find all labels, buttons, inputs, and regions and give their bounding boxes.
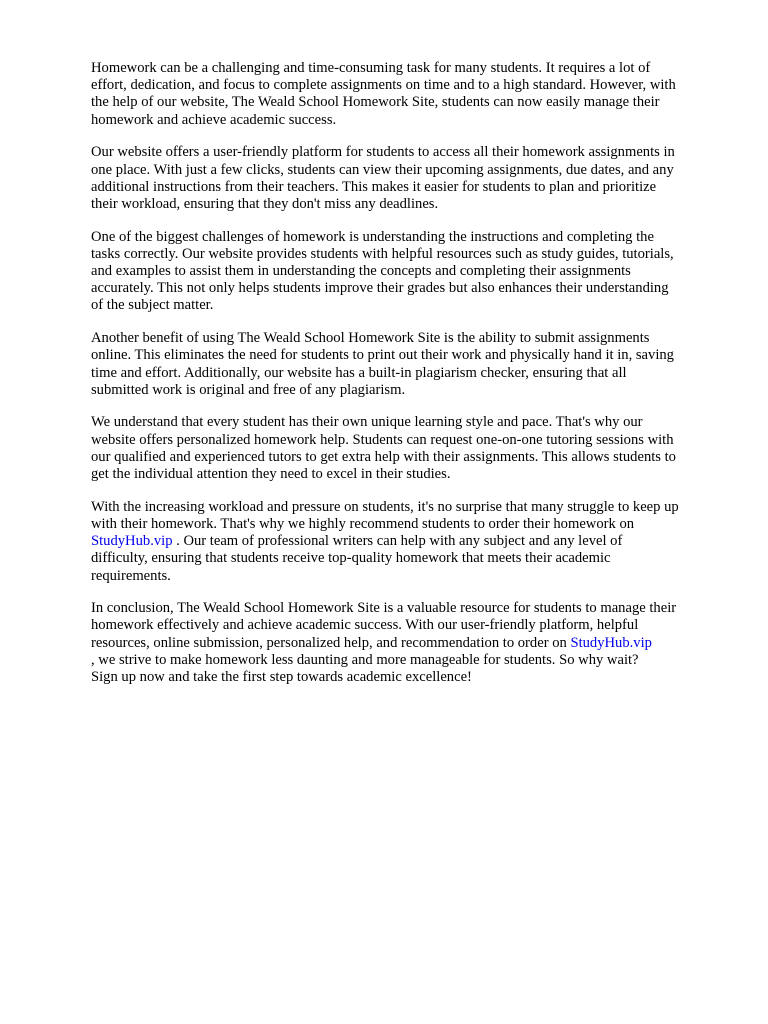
paragraph-2: Our website offers a user-friendly platform for students to access all their homework assignments in one place. With just a few clicks, students can view their upcoming assignments, due dates, and any additional instructions from their teachers. This makes it easier for students to plan and prioritize their workload, ensuring that they don't miss any deadlines. — [91, 144, 675, 212]
document-page — [91, 60, 721, 702]
paragraph-6 — [91, 499, 721, 585]
paragraph-6-text-after: . Our team of professional writers can help with any subject and any level of difficulty, ensuring that students receive top-quality homework that meets their academic requirements. — [91, 533, 623, 584]
paragraph-6-text-before: With the increasing workload and pressure on students, it's no surprise that many struggle to keep up with their homework. That's why we highly recommend students to order their homework on — [91, 498, 679, 532]
paragraph-7 — [91, 600, 721, 686]
studyhub-link[interactable]: StudyHub.vip — [570, 634, 652, 651]
studyhub-link[interactable]: StudyHub.vip — [91, 533, 173, 550]
paragraph-7-text-before: In conclusion, The Weald School Homework Site is a valuable resource for students to manage their homework effectively and achieve academic success. With our user-friendly platform, helpful resources, online submission, personalized help, and recommendation to order on — [91, 600, 677, 651]
paragraph-7-text-after: , we strive to make homework less daunting and more manageable for students. So why wait? Sign up now and take the first step towards academic excellence! — [91, 651, 639, 686]
paragraph-4: Another benefit of using The Weald School Homework Site is the ability to submit assignments online. This eliminates the need for students to print out their work and physically hand it in, saving time and effort. Additionally, our website has a built-in plagiarism checker, ensuring that all submitted work is original and free of any plagiarism. — [91, 330, 674, 398]
paragraph-3: One of the biggest challenges of homework is understanding the instructions and completing the tasks correctly. Our website provides students with helpful resources such as study guides, tutorials, and examples to assist them in understanding the concepts and completing their assignments accurately. This not only helps students improve their grades but also enhances their understanding of the subject matter. — [91, 228, 674, 314]
paragraph-5: We understand that every student has their own unique learning style and pace. That's why our website offers personalized homework help. Students can request one-on-one tutoring sessions with our qualified and experienced tutors to get extra help with their assignments. This allows students to get the individual attention they need to excel in their studies. — [91, 414, 676, 483]
paragraph-1: Homework can be a challenging and time-consuming task for many students. It requires a lot of effort, dedication, and focus to complete assignments on time and to a high standard. However, with the help of our website, The Weald School Homework Site, students can now easily manage their homework and achieve academic success. — [91, 60, 676, 128]
